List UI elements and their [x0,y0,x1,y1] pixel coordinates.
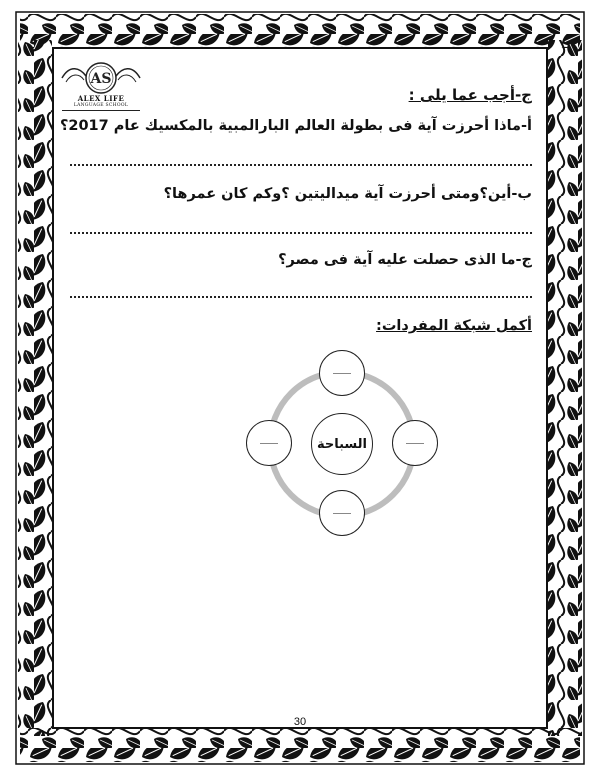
node-placeholder [333,513,351,514]
answer-line-c[interactable] [70,296,532,298]
section-heading: ج-أجب عما يلى : [408,86,532,104]
question-b: ب-أين؟ومتى أحرزت آية ميداليتين ؟وكم كان عمرها؟ [163,186,532,202]
web-center-node [311,413,373,475]
web-node-left[interactable] [246,420,292,466]
web-center-label: السباحة [316,436,367,452]
question-c: ج-ما الذى حصلت عليه آية فى مصر؟ [278,252,532,268]
answer-line-a[interactable] [70,164,532,166]
node-placeholder [260,443,278,444]
web-node-right[interactable] [392,420,438,466]
logo-subtitle: LANGUAGE SCHOOL [73,103,129,108]
vocab-heading: أكمل شبكة المفردات: [376,318,532,334]
question-a: أ-ماذا أحرزت آية فى بطولة العالم البارالمبية بالمكسيك عام 2017؟ [59,118,532,134]
answer-line-b[interactable] [70,232,532,234]
vocabulary-web [232,340,452,550]
logo-monogram: AS [90,71,112,87]
web-node-top[interactable] [319,350,365,396]
node-placeholder [406,443,424,444]
logo-divider [62,110,140,111]
logo-emblem-icon [58,60,144,96]
node-placeholder [333,373,351,374]
logo-name: ALEX LIFE [77,94,125,103]
page-number: 30 [293,716,307,728]
web-node-bottom[interactable] [319,490,365,536]
school-logo [58,60,144,112]
